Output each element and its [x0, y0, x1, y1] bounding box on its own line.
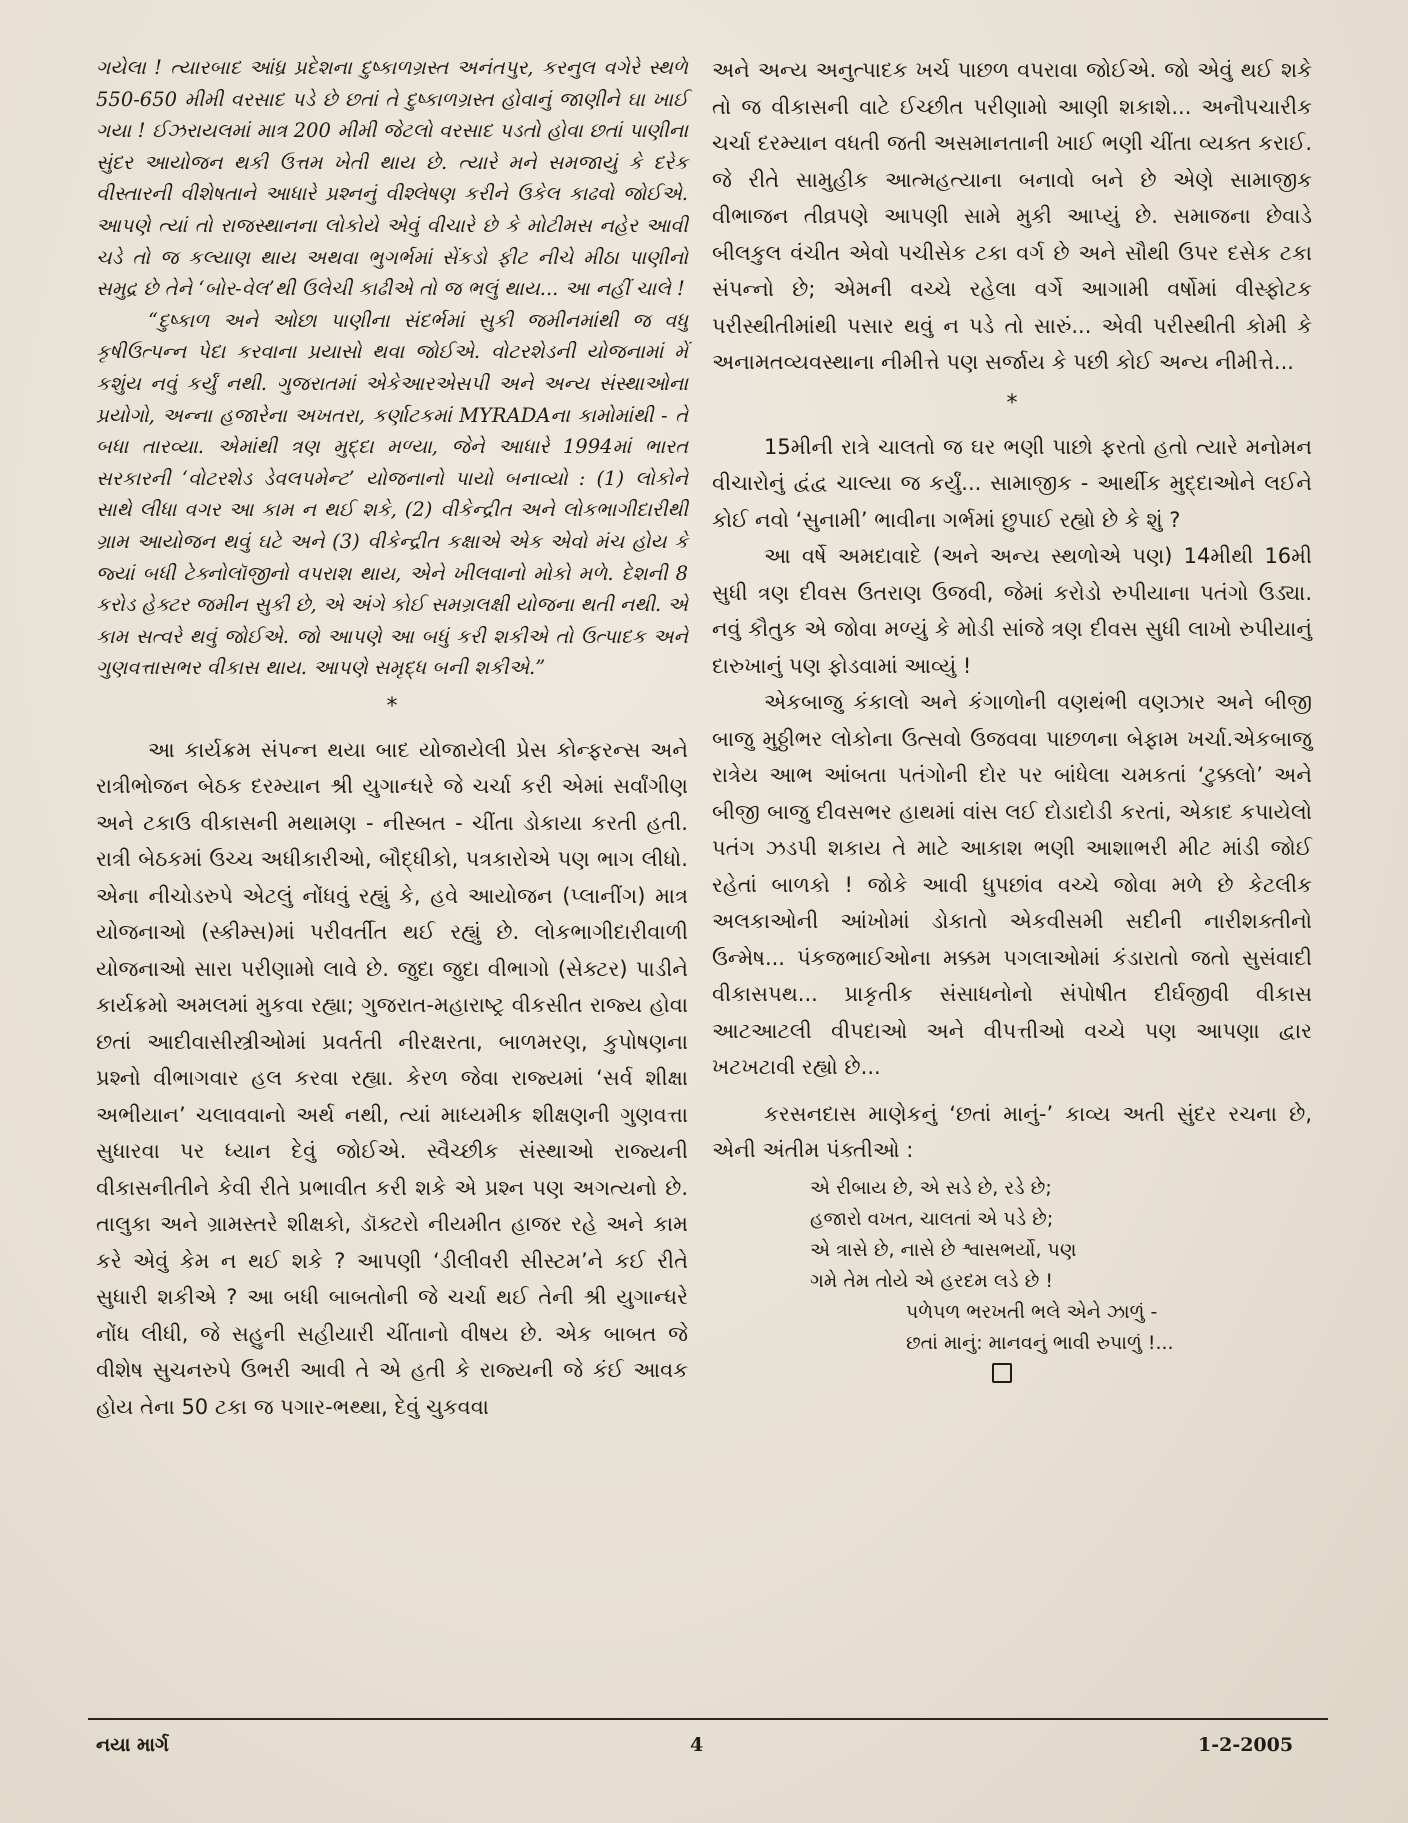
- right-column: [712, 52, 1312, 1383]
- italic-quote-paragraph-2: “દુષ્કાળ અને ઓછા પાણીના સંદર્ભમાં સુકી જમીનમાંથી જ વધુ કૃષીઉત્પન્ન પેદા કરવાના પ્રયાસો થવા જોઈએ. વોટરશેડની યોજનામાં મેં કશુંય નવું કર્યું નથી. ગુજરાતમાં એકેઆરએસપી અને અન્ય સંસ્થાઓના પ્રયોગો, અન્ના હજારેના અખતરા, કર્ણાટકમાં MYRADAના કામોમાંથી - તે બધા તારવ્યા. એમાંથી ત્રણ મુદ્દા મળ્યા, જેને આધારે 1994માં ભારત સરકારની ‘વોટરશેડ ડેવલપમેન્ટ’ યોજનાનો પાયો બનાવ્યો : (1) લોકોને સાથે લીધા વગર આ કામ ન થઈ શકે, (2) વીકેન્દ્રીત અને લોકભાગીદારીથી ગ્રામ આયોજન થવું ઘટે અને (3) વીકેન્દ્રીત કક્ષાએ એક એવો મંચ હોય કે જ્યાં બધી ટેક્નોલૉજીનો વપરાશ થાય, એને ખીલવાનો મોકો મળે. દેશની 8 કરોડ હેક્ટર જમીન સુકી છે, એ અંગે કોઈ સમગ્રલક્ષી યોજના થતી નથી. એ કામ સત્વરે થવું જોઈએ. જો આપણે આ બધું કરી શકીએ તો ઉત્પાદક અને ગુણવત્તાસભર વીકાસ થાય. આપણે સમૃદ્ધ બની શકીએ.”: [96, 308, 688, 680]
- poem-line: પળેપળ ભરખતી ભલે એને ઝાળું -: [906, 1300, 1158, 1323]
- footer-date: 1-2-2005: [1198, 1734, 1294, 1756]
- end-of-article-square-icon: [992, 1363, 1012, 1383]
- body-paragraph-uttarayan: આ વર્ષે અમદાવાદે (અને અન્ય સ્થળોએ પણ) 14મીથી 16મી સુધી ત્રણ દીવસ ઉતરાણ ઉજવી, જેમાં કરોડો રુપીયાના પતંગો ઉડ્યા. નવું કૌતુક એ જોવા મળ્યું કે મોડી સાંજે ત્રણ દીવસ સુધી લાખો રુપીયાનું દારુખાનું પણ ફોડવામાં આવ્યું !: [712, 544, 1312, 678]
- body-paragraph-poem-intro: કરસનદાસ માણેકનું ‘છતાં માનું-’ કાવ્ય અતી સુંદર રચના છે, એની અંતીમ પંક્તીઓ :: [712, 1101, 1312, 1162]
- body-paragraph-continuation: અને અન્ય અનુત્પાદક ખર્ચ પાછળ વપરાવા જોઈએ. જો એવું થઈ શકે તો જ વીકાસની વાટે ઈચ્છીત પરીણામો આણી શકાશે... અનૌપચારીક ચર્ચા દરમ્યાન વધતી જતી અસમાનતાની ખાઈ ભણી ચીંતા વ્યક્ત કરાઈ. જે રીતે સામુહીક આત્મહત્યાના બનાવો બને છે એણે સામાજીક વીભાજન તીવ્રપણે આપણી સામે મુકી આપ્યું છે. સમાજના છેવાડે બીલકુલ વંચીત એવો પચીસેક ટકા વર્ગ છે અને સૌથી ઉપર દસેક ટકા સંપન્નો છે; એમની વચ્ચે રહેલા વર્ગે આગામી વર્ષોમાં વીસ્ફોટક પરીસ્થીતીમાંથી પસાર થવું ન પડે તો સારું... એવી પરીસ્થીતી કોમી કે અનામતવ્યવસ્થાના નીમીત્તે પણ સર્જાય કે પછી કોઈ અન્ય નીમીત્તે...: [712, 58, 1312, 374]
- left-column: [96, 52, 688, 1425]
- poem-line: છતાં માનું: માનવનું ભાવી રુપાળું !...: [906, 1331, 1174, 1354]
- poem-line: એ રીબાય છે, એ સડે છે, રડે છે;: [810, 1176, 1052, 1199]
- body-paragraph-press-conference: આ કાર્યક્રમ સંપન્ન થયા બાદ યોજાયેલી પ્રેસ કોન્ફરન્સ અને રાત્રીભોજન બેઠક દરમ્યાન શ્રી યુગાન્ધરે જે ચર્ચા કરી એમાં સર્વાંગીણ અને ટકાઉ વીકાસની મથામણ - નીસ્બત - ચીંતા ડોકાયા કરતી હતી. રાત્રી બેઠકમાં ઉચ્ચ અધીકારીઓ, બૌદ્ધીકો, પત્રકારોએ પણ ભાગ લીધો. એના નીચોડરુપે એટલું નોંધવું રહ્યું કે, હવે આયોજન (પ્લાનીંગ) માત્ર યોજનાઓ (સ્કીમ્સ)માં પરીવર્તીત થઈ રહ્યું છે. લોકભાગીદારીવાળી યોજનાઓ સારા પરીણામો લાવે છે. જુદા જુદા વીભાગો (સેક્ટર) પાડીને કાર્યક્રમો અમલમાં મુકવા રહ્યા; ગુજરાત-મહારાષ્ટ્ર વીકસીત રાજ્ય હોવા છતાં આદીવાસીસ્ત્રીઓમાં પ્રવર્તતી નીરક્ષરતા, બાળમરણ, કુપોષણના પ્રશ્નો વીભાગવાર હલ કરવા રહ્યા. કેરળ જેવા રાજ્યમાં ‘સર્વ શીક્ષા અભીયાન’ ચલાવવાનો અર્થ નથી, ત્યાં માધ્યમીક શીક્ષણની ગુણવત્તા સુધારવા પર ધ્યાન દેવું જોઈએ. સ્વૈચ્છીક સંસ્થાઓ રાજ્યની વીકાસનીતીને કેવી રીતે પ્રભાવીત કરી શકે એ પ્રશ્ન પણ અગત્યનો છે. તાલુકા અને ગ્રામસ્તરે શીક્ષકો, ડૉક્ટરો નીયમીત હાજર રહે અને કામ કરે એવું કેમ ન થઈ શકે ? આપણી ‘ડીલીવરી સીસ્ટમ’ને કઈ રીતે સુધારી શકીએ ? આ બધી બાબતોની જે ચર્ચા થઈ તેની શ્રી યુગાન્ધરે નોંધ લીધી, જે સહુની સહીયારી ચીંતાનો વીષય છે. એક બાબત જે વીશેષ સુચનરુપે ઉભરી આવી તે એ હતી કે રાજ્યની જે કંઈ આવક હોય તેના 50 ટકા જ પગાર-ભથ્થા, દેવું ચુકવવા: [96, 737, 688, 1419]
- footer-rule: [88, 1718, 1328, 1720]
- footer-publication-name: નયા માર્ગ: [96, 1734, 169, 1756]
- section-separator-star: *: [386, 693, 398, 719]
- italic-quote-paragraph-1: ગયેલા ! ત્યારબાદ આંધ્ર પ્રદેશના દુષ્કાળગ્રસ્ત અનંતપુર, કરનુલ વગેરે સ્થળે 550-650 મીમી વરસાદ પડે છે છતાં તે દુષ્કાળગ્રસ્ત હોવાનું જાણીને ઘા ખાઈ ગયા ! ઈઝરાયલમાં માત્ર 200 મીમી જેટલો વરસાદ પડતો હોવા છતાં પાણીના સુંદર આયોજન થકી ઉત્તમ ખેતી થાય છે. ત્યારે મને સમજાયું કે દરેક વીસ્તારની વીશેષતાને આધારે પ્રશ્નનું વીશ્લેષણ કરીને ઉકેલ કાઢવો જોઈએ. આપણે ત્યાં તો રાજસ્થાનના લોકોયે એવું વીચારે છે કે મોટીમસ નહેર આવી ચડે તો જ કલ્યાણ થાય અથવા ભુગર્ભમાં સેંકડો ફીટ નીચે મીઠા પાણીનો સમુદ્ર છે તેને ‘બોર-વેલ’થી ઉલેચી કાઢીએ તો જ ભલું થાય... આ નહીં ચાલે !: [96, 56, 688, 301]
- poem-line: હજારો વખત, ચાલતાં એ પડે છે;: [810, 1207, 1054, 1230]
- footer-page-number: 4: [690, 1734, 704, 1756]
- body-paragraph-night-walk: 15મીની રાત્રે ચાલતો જ ઘર ભણી પાછો ફરતો હતો ત્યારે મનોમન વીચારોનું દ્વંદ્વ ચાલ્યા જ કર્યું... સામાજીક - આર્થીક મુદ્દાઓને લઈને કોઈ નવો ‘સુનામી’ ભાવીના ગર્ભમાં છુપાઈ રહ્યો છે કે શું ?: [712, 434, 1312, 532]
- poem-block: [810, 1173, 1312, 1359]
- poem-line: એ ત્રાસે છે, નાસે છે શ્વાસભર્યો, પણ: [810, 1238, 1077, 1261]
- body-paragraph-contrast: એકબાજુ કંકાલો અને કંગાળોની વણથંભી વણઝાર અને બીજી બાજુ મુઠ્ઠીભર લોકોના ઉત્સવો ઉજવવા પાછળના બેફામ ખર્ચા.એકબાજુ રાત્રેય આભ આંબતા પતંગોની દોર પર બાંધેલા ચમકતાં ‘ટુક્કલો’ અને બીજી બાજુ દીવસભર હાથમાં વાંસ લઈ દોડાદોડી કરતાં, એકાદ કપાયેલો પતંગ ઝડપી શકાય તે માટે આકાશ ભણી આશાભરી મીટ માંડી જોઈ રહેતાં બાળકો ! જોકે આવી ધુપછાંવ વચ્ચે જોવા મળે છે કેટલીક અલકાઓની આંખોમાં ડોકાતો એકવીસમી સદીની નારીશક્તીનો ઉન્મેષ... પંકજભાઈઓના મક્કમ પગલાઓમાં કંડારાતો જતો સુસંવાદી વીકાસપથ... પ્રાકૃતીક સંસાધનોનો સંપોષીત દીર્ઘજીવી વીકાસ આટઆટલી વીપદાઓ અને વીપત્તીઓ વચ્ચે પણ આપણા દ્વાર ખટખટાવી રહ્યો છે...: [712, 690, 1312, 1079]
- section-separator-star: *: [1006, 390, 1018, 416]
- poem-line: ગમે તેમ તોયે એ હરદમ લડે છે !: [810, 1269, 1053, 1292]
